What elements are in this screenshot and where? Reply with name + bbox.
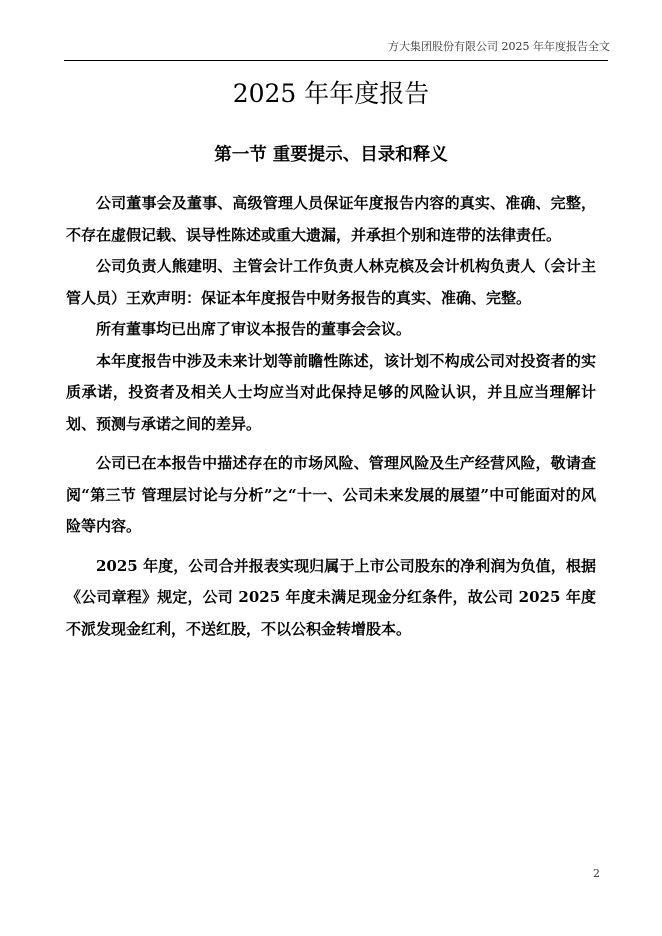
section-heading: 第一节 重要提示、目录和释义	[214, 145, 448, 165]
header-divider	[64, 60, 608, 61]
notice-body	[66, 188, 596, 645]
paragraph-board-guarantee: 公司董事会及董事、高级管理人员保证年度报告内容的真实、准确、完整，不存在虚假记载、误导性陈述或重大遗漏，并承担个别和连带的法律责任。	[66, 194, 596, 244]
paragraph-financial-statement: 公司负责人熊建明、主管会计工作负责人林克槟及会计机构负责人（会计主管人员）王欢声明：保证本年度报告中财务报告的真实、准确、完整。	[66, 257, 596, 307]
paragraph-risk-notice: 公司已在本报告中描述存在的市场风险、管理风险及生产经营风险，敬请查阅“第三节 管理层讨论与分析”之“十一、公司未来发展的展望”中可能面对的风险等内容。	[66, 454, 596, 535]
report-title: 2025 年年度报告	[232, 79, 430, 108]
paragraph-dividend: 2025 年度，公司合并报表实现归属于上市公司股东的净利润为负值，根据《公司章程》规定，公司 2025 年度未满足现金分红条件，故公司 2025 年度不派发现金红利，不送红股，不以公积金转增股本。	[66, 556, 596, 638]
running-header: 方大集团股份有限公司 2025 年年度报告全文	[388, 40, 610, 53]
paragraph-directors-attendance: 所有董事均已出席了审议本报告的董事会会议。	[96, 320, 412, 338]
paragraph-forward-looking: 本年度报告中涉及未来计划等前瞻性陈述，该计划不构成公司对投资者的实质承诺，投资者及相关人士均应当对此保持足够的风险认识，并且应当理解计划、预测与承诺之间的差异。	[66, 351, 596, 433]
page-number: 2	[593, 867, 600, 880]
